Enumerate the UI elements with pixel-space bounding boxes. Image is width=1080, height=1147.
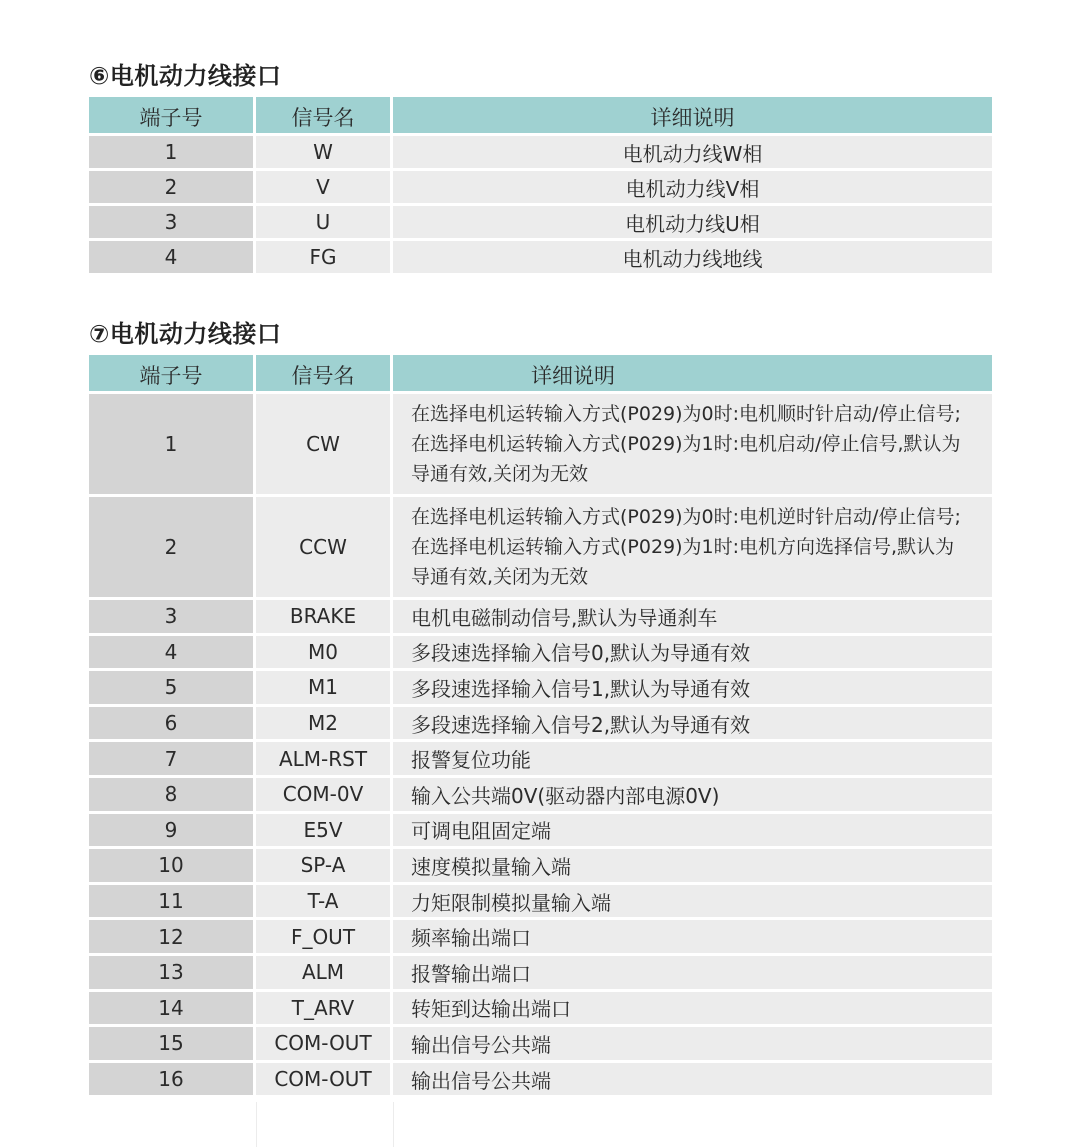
header-description: 详细说明 bbox=[393, 355, 992, 391]
tail-cell bbox=[89, 1102, 253, 1147]
description-cell: 速度模拟量输入端 bbox=[393, 849, 992, 882]
terminal-no-cell: 3 bbox=[89, 600, 253, 633]
terminal-no-cell: 2 bbox=[89, 171, 253, 203]
table-tail-spacer bbox=[89, 1102, 992, 1147]
tail-cell bbox=[393, 1102, 992, 1147]
signal-name-cell: T_ARV bbox=[256, 992, 390, 1025]
signal-name-cell: M2 bbox=[256, 707, 390, 740]
terminal-no-cell: 1 bbox=[89, 394, 253, 494]
description-lines bbox=[411, 502, 961, 592]
table-row bbox=[89, 920, 992, 953]
signal-name-cell: FG bbox=[256, 241, 390, 273]
table-row bbox=[89, 707, 992, 740]
terminal-no-cell: 4 bbox=[89, 636, 253, 669]
signal-name-cell: SP-A bbox=[256, 849, 390, 882]
terminal-no-cell: 14 bbox=[89, 992, 253, 1025]
table-row bbox=[89, 1063, 992, 1096]
terminal-no-cell: 2 bbox=[89, 497, 253, 597]
table-row bbox=[89, 671, 992, 704]
description-line: 导通有效,关闭为无效 bbox=[411, 463, 589, 485]
table-row bbox=[89, 171, 992, 203]
signal-name-cell: F_OUT bbox=[256, 920, 390, 953]
description-lines bbox=[411, 399, 961, 489]
description-cell: 多段速选择输入信号1,默认为导通有效 bbox=[393, 671, 992, 704]
description-line: 在选择电机运转输入方式(P029)为1时:电机启动/停止信号,默认为 bbox=[411, 433, 961, 455]
terminal-no-cell: 13 bbox=[89, 956, 253, 989]
terminal-no-cell: 5 bbox=[89, 671, 253, 704]
signal-name-cell: U bbox=[256, 206, 390, 238]
signal-name-cell: E5V bbox=[256, 814, 390, 847]
description-cell: 电机动力线U相 bbox=[393, 206, 992, 238]
terminal-no-cell: 16 bbox=[89, 1063, 253, 1096]
description-cell bbox=[393, 497, 992, 597]
description-cell: 多段速选择输入信号2,默认为导通有效 bbox=[393, 707, 992, 740]
description-cell: 输入公共端0V(驱动器内部电源0V) bbox=[393, 778, 992, 811]
terminal-no-cell: 4 bbox=[89, 241, 253, 273]
description-cell: 电机动力线W相 bbox=[393, 136, 992, 168]
signal-name-cell: CW bbox=[256, 394, 390, 494]
terminal-no-cell: 3 bbox=[89, 206, 253, 238]
terminal-no-cell: 7 bbox=[89, 742, 253, 775]
signal-name-cell: COM-OUT bbox=[256, 1063, 390, 1096]
section-7-table bbox=[89, 355, 992, 1095]
table-row bbox=[89, 814, 992, 847]
terminal-no-cell: 10 bbox=[89, 849, 253, 882]
header-description: 详细说明 bbox=[393, 97, 992, 133]
header-signal-name: 信号名 bbox=[256, 355, 390, 391]
header-signal-name: 信号名 bbox=[256, 97, 390, 133]
table-row bbox=[89, 778, 992, 811]
terminal-no-cell: 12 bbox=[89, 920, 253, 953]
description-cell: 输出信号公共端 bbox=[393, 1063, 992, 1096]
description-cell: 力矩限制模拟量输入端 bbox=[393, 885, 992, 918]
description-cell: 报警复位功能 bbox=[393, 742, 992, 775]
terminal-no-cell: 9 bbox=[89, 814, 253, 847]
description-cell: 输出信号公共端 bbox=[393, 1027, 992, 1060]
terminal-no-cell: 15 bbox=[89, 1027, 253, 1060]
section-6-table bbox=[89, 97, 992, 273]
description-line: 在选择电机运转输入方式(P029)为0时:电机逆时针启动/停止信号; bbox=[411, 506, 961, 528]
description-cell: 转矩到达输出端口 bbox=[393, 992, 992, 1025]
signal-name-cell: COM-OUT bbox=[256, 1027, 390, 1060]
description-cell: 电机动力线V相 bbox=[393, 171, 992, 203]
table-row bbox=[89, 992, 992, 1025]
tail-cell bbox=[256, 1102, 390, 1147]
header-terminal-no: 端子号 bbox=[89, 355, 253, 391]
table-row bbox=[89, 136, 992, 168]
description-cell: 可调电阻固定端 bbox=[393, 814, 992, 847]
signal-name-cell: M1 bbox=[256, 671, 390, 704]
terminal-no-cell: 1 bbox=[89, 136, 253, 168]
table-row bbox=[89, 742, 992, 775]
table-row bbox=[89, 1027, 992, 1060]
description-cell: 频率输出端口 bbox=[393, 920, 992, 953]
description-cell: 电机电磁制动信号,默认为导通刹车 bbox=[393, 600, 992, 633]
table-row bbox=[89, 394, 992, 494]
description-cell: 报警输出端口 bbox=[393, 956, 992, 989]
signal-name-cell: W bbox=[256, 136, 390, 168]
signal-name-cell: CCW bbox=[256, 497, 390, 597]
description-cell: 多段速选择输入信号0,默认为导通有效 bbox=[393, 636, 992, 669]
header-terminal-no: 端子号 bbox=[89, 97, 253, 133]
signal-name-cell: M0 bbox=[256, 636, 390, 669]
description-cell bbox=[393, 394, 992, 494]
table-header-row bbox=[89, 355, 992, 391]
description-line: 在选择电机运转输入方式(P029)为1时:电机方向选择信号,默认为 bbox=[411, 536, 955, 558]
table-row bbox=[89, 600, 992, 633]
table-row bbox=[89, 497, 992, 597]
signal-name-cell: COM-0V bbox=[256, 778, 390, 811]
table-row bbox=[89, 885, 992, 918]
signal-name-cell: T-A bbox=[256, 885, 390, 918]
description-cell: 电机动力线地线 bbox=[393, 241, 992, 273]
signal-name-cell: BRAKE bbox=[256, 600, 390, 633]
table-header-row bbox=[89, 97, 992, 133]
table-row bbox=[89, 956, 992, 989]
section-7-title: ⑦电机动力线接口 bbox=[89, 320, 282, 348]
table-row bbox=[89, 206, 992, 238]
signal-name-cell: ALM bbox=[256, 956, 390, 989]
terminal-no-cell: 6 bbox=[89, 707, 253, 740]
table-row bbox=[89, 636, 992, 669]
description-line: 导通有效,关闭为无效 bbox=[411, 566, 589, 588]
section-6-title: ⑥电机动力线接口 bbox=[89, 62, 282, 90]
terminal-no-cell: 8 bbox=[89, 778, 253, 811]
signal-name-cell: V bbox=[256, 171, 390, 203]
signal-name-cell: ALM-RST bbox=[256, 742, 390, 775]
table-row bbox=[89, 241, 992, 273]
table-row bbox=[89, 849, 992, 882]
terminal-no-cell: 11 bbox=[89, 885, 253, 918]
description-line: 在选择电机运转输入方式(P029)为0时:电机顺时针启动/停止信号; bbox=[411, 403, 961, 425]
